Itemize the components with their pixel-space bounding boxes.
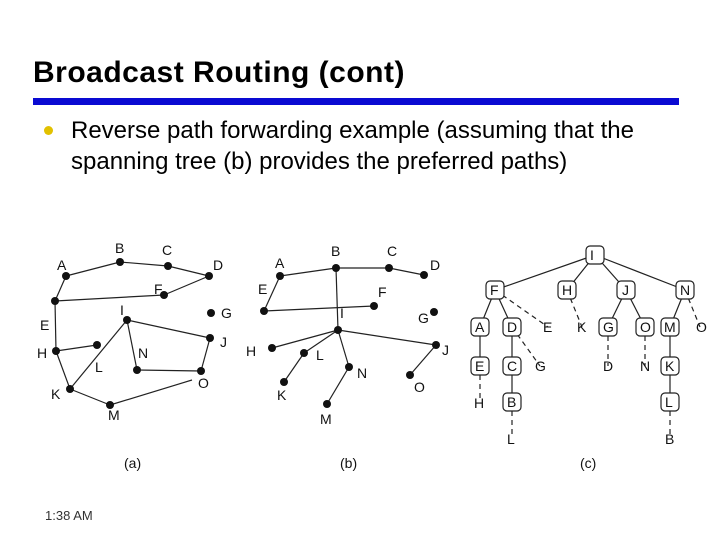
node-label: M [108, 407, 120, 423]
tree-node-label: G [535, 358, 546, 374]
tree-node-label: O [696, 319, 707, 335]
node-label: G [418, 310, 429, 326]
node-label: C [162, 242, 173, 258]
node-label: I [340, 305, 344, 321]
node-label: F [154, 281, 163, 297]
tree-node-label: H [474, 395, 485, 411]
tree-node-label: F [490, 282, 499, 298]
tree-node-label: A [475, 319, 485, 335]
node-label: D [430, 257, 441, 273]
tree-node-label: O [640, 319, 651, 335]
tree-node-label: J [622, 282, 629, 298]
tree-node-label: C [507, 358, 518, 374]
node-label: A [57, 257, 67, 273]
tree-node-label: E [543, 319, 553, 335]
node-label: L [316, 347, 324, 363]
tree-node-label: B [507, 394, 517, 410]
node-label: B [331, 243, 341, 259]
slide-timestamp: 1:38 AM [45, 508, 93, 523]
tree-node-label: L [507, 431, 515, 447]
tree-c [471, 246, 707, 471]
tree-node-label: D [603, 358, 614, 374]
tree-node-label: N [640, 358, 651, 374]
tree-node-label: B [665, 431, 675, 447]
graph-a [37, 240, 232, 471]
node-label: K [51, 386, 61, 402]
tree-node-label: N [680, 282, 691, 298]
node-label: D [213, 257, 224, 273]
node-label: M [320, 411, 332, 427]
tree-node-label: E [475, 358, 485, 374]
node-label: J [220, 334, 227, 350]
tree-node-label: L [665, 394, 673, 410]
slide-title: Broadcast Routing (cont) [33, 56, 405, 89]
caption-c: (c) [580, 455, 597, 471]
tree-node-label: D [507, 319, 518, 335]
node-label: F [378, 284, 387, 300]
node-label: E [40, 317, 50, 333]
node-label: A [275, 255, 285, 271]
node-label: I [120, 302, 124, 318]
node-label: E [258, 281, 268, 297]
node-label: N [357, 365, 368, 381]
node-label: K [277, 387, 287, 403]
node-label: C [387, 243, 398, 259]
tree-node-label: K [665, 358, 675, 374]
node-label: J [442, 342, 449, 358]
node-label: H [246, 343, 257, 359]
node-label: N [138, 345, 149, 361]
node-label: G [221, 305, 232, 321]
caption-b: (b) [340, 455, 358, 471]
tree-node-label: K [577, 319, 587, 335]
graph-b [246, 243, 449, 471]
node-label: O [414, 379, 425, 395]
tree-node-label: H [562, 282, 573, 298]
tree-node-label: I [590, 247, 594, 263]
node-label: L [95, 359, 103, 375]
bullet-text: Reverse path forwarding example (assuming that the spanning tree (b) provides the preferred paths) [71, 117, 634, 175]
caption-a: (a) [124, 455, 142, 471]
tree-node-label: M [664, 319, 676, 335]
tree-node-label: G [603, 319, 614, 335]
node-label: B [115, 240, 125, 256]
node-label: O [198, 375, 209, 391]
node-label: H [37, 345, 48, 361]
